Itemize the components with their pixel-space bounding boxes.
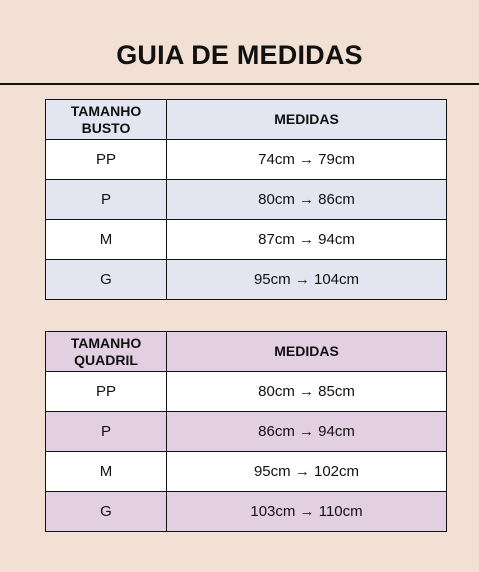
table-row [46,372,447,412]
size-cell: M [46,452,167,492]
size-cell: G [46,260,167,300]
size-header-line1: TAMANHO [70,334,142,351]
measure-column-header: MEDIDAS [167,332,447,372]
measure-cell: 80cm → 86cm [167,180,447,220]
size-cell: PP [46,140,167,180]
page-title: GUIA DE MEDIDAS [116,40,363,70]
size-cell: P [46,412,167,452]
measure-cell: 86cm → 94cm [167,412,447,452]
size-header-line2: QUADRIL [74,351,138,368]
table-row [46,180,447,220]
title-divider [0,83,479,85]
measure-cell: 95cm → 102cm [167,452,447,492]
size-cell: G [46,492,167,532]
table-row [46,412,447,452]
measure-cell: 95cm → 104cm [167,260,447,300]
hip-size-table [45,331,447,532]
bust-size-table [45,99,447,300]
measure-cell: 74cm → 79cm [167,140,447,180]
measure-cell: 80cm → 85cm [167,372,447,412]
size-header-line1: TAMANHO [70,102,142,119]
table-header-row [46,332,447,372]
table-row [46,492,447,532]
table-row [46,452,447,492]
size-cell: P [46,180,167,220]
measure-cell: 87cm → 94cm [167,220,447,260]
table-row [46,140,447,180]
size-column-header [46,332,167,372]
measure-column-header: MEDIDAS [167,100,447,140]
table-row [46,260,447,300]
table-header-row [46,100,447,140]
measure-cell: 103cm → 110cm [167,492,447,532]
table-row [46,220,447,260]
size-header-line2: BUSTO [81,119,131,136]
size-cell: M [46,220,167,260]
size-cell: PP [46,372,167,412]
size-column-header [46,100,167,140]
